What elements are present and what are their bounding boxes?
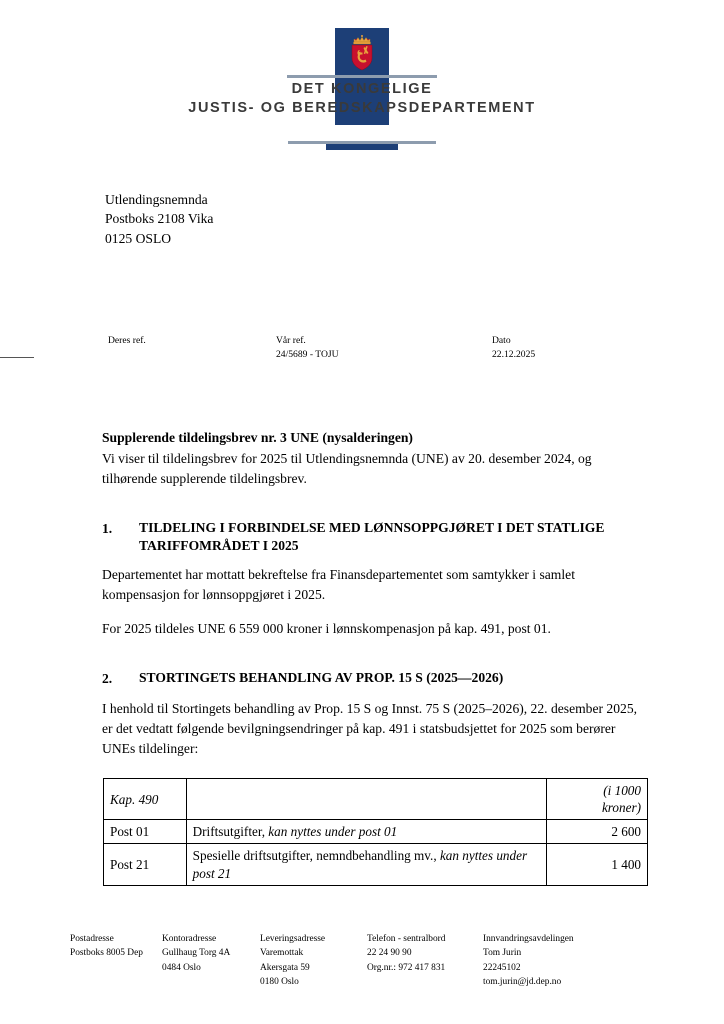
section-1 — [102, 519, 650, 640]
footer-col5-line3: 22245102 — [483, 962, 521, 973]
table-row-0-amount: 2 600 — [546, 820, 647, 844]
footer-col1-line2: Postboks 8005 Dep — [70, 948, 143, 959]
table-row-1-description — [186, 844, 546, 885]
table-header-row — [104, 779, 648, 820]
section-2-heading-text: STORTINGETS BEHANDLING AV PROP. 15 S (2025—2026) — [139, 670, 504, 686]
section-2-number: 2. — [102, 671, 113, 687]
section-1-heading-text: TILDELING I FORBINDELSE MED LØNNSOPPGJØRET I DET STATLIGE TARIFFOMRÅDET I 2025 — [139, 519, 605, 553]
table-header-unit — [546, 779, 647, 820]
section-2 — [102, 669, 650, 758]
document-intro: Vi viser til tildelingsbrev for 2025 til Utlendingsnemnda (UNE) av 20. desember 2024, og tilhørende supplerende tildelingsbrev. — [102, 450, 592, 486]
document-body — [102, 428, 650, 759]
table-row-1-post: Post 21 — [104, 844, 187, 885]
addressee-name: Utlendingsnemnda — [105, 192, 208, 207]
table-row-1-amount: 1 400 — [546, 844, 647, 885]
footer-column-kontoradresse — [162, 932, 230, 975]
footer-col3-line2: Varemottak — [260, 948, 304, 959]
footer-column-postadresse — [70, 932, 143, 961]
section-1-paragraph-2: For 2025 tildeles UNE 6 559 000 kroner i lønnskompenasjon på kap. 491, post 01. — [102, 621, 551, 637]
table-header-middle — [186, 779, 546, 820]
footer-col2-line3: 0484 Oslo — [162, 962, 201, 973]
var-ref-value: 24/5689 - TOJU — [276, 348, 339, 360]
var-ref-label: Vår ref. — [276, 335, 306, 346]
dato-column — [492, 334, 535, 362]
table-row — [104, 844, 648, 885]
addressee-block — [105, 190, 213, 248]
norwegian-coat-of-arms-icon — [347, 34, 377, 72]
logo-text — [152, 80, 572, 118]
footer-col5-line2: Tom Jurin — [483, 948, 522, 959]
section-2-heading — [102, 669, 650, 689]
logo-line-2: JUSTIS- OG BEREDSKAPSDEPARTEMENT — [188, 100, 536, 117]
logo-bottom-dark-bar — [326, 144, 398, 150]
budget-table — [103, 778, 648, 886]
footer-column-avdeling — [483, 932, 574, 989]
table-header-unit-line-2: kroner) — [601, 800, 641, 816]
section-1-heading — [102, 519, 650, 555]
table-header-kap: Kap. 490 — [104, 779, 187, 820]
footer-col3-line4: 0180 Oslo — [260, 976, 299, 987]
footer-col4-line2: 22 24 90 90 — [367, 948, 412, 959]
logo-top-bar — [287, 75, 437, 78]
table-row-0-desc-plain: Driftsutgifter, — [192, 824, 269, 840]
footer-col3-line3: Akersgata 59 — [260, 962, 310, 973]
dato-value: 22.12.2025 — [492, 348, 536, 360]
table-row-0-desc-italic: kan nyttes under post 01 — [268, 824, 398, 840]
table-row-1-desc-plain: Spesielle driftsutgifter, nemndbehandling mv., — [192, 848, 440, 864]
table-row-0-description — [186, 820, 546, 844]
footer-col2-line1: Kontoradresse — [162, 934, 217, 944]
deres-ref-label: Deres ref. — [108, 335, 146, 346]
table-row-1-desc-italic: kan nyttes under post 21 — [192, 848, 528, 881]
deres-ref-column — [108, 334, 146, 348]
footer-col2-line2: Gullhaug Torg 4A — [162, 948, 231, 959]
table-row — [104, 820, 648, 844]
dato-label: Dato — [492, 335, 511, 346]
var-ref-column — [276, 334, 339, 362]
document-title: Supplerende tildelingsbrev nr. 3 UNE (nysalderingen) — [102, 430, 413, 445]
section-1-paragraph-1: Departementet har mottatt bekreftelse fra Finansdepartementet som samtykker i samlet kompensasjon for lønnsoppgjøret i 2025. — [102, 566, 575, 602]
footer-col4-line1: Telefon - sentralbord — [367, 934, 446, 944]
logo-line-1: DET KONGELIGE — [291, 81, 433, 97]
footer-col1-line1: Postadresse — [70, 934, 114, 944]
addressee-street: Postboks 2108 Vika — [105, 211, 214, 227]
footer-col4-line3: Org.nr.: 972 417 831 — [367, 962, 446, 973]
department-logo — [188, 28, 536, 128]
footer-col5-line4: tom.jurin@jd.dep.no — [483, 976, 562, 987]
section-1-number: 1. — [102, 520, 113, 536]
footer-col5-line1: Innvandringsavdelingen — [483, 934, 574, 944]
fold-mark — [0, 357, 34, 358]
table-header-unit-line-1: (i 1000 — [603, 783, 641, 798]
footer-col3-line1: Leveringsadresse — [260, 934, 326, 944]
addressee-city: 0125 OSLO — [105, 230, 172, 246]
table-row-0-post: Post 01 — [104, 820, 187, 844]
footer-column-leveringsadresse — [260, 932, 325, 989]
section-2-paragraph-1: I henhold til Stortingets behandling av Prop. 15 S og Innst. 75 S (2025–2026), 22. desember 2025, er det vedtatt følgende bevilgningsendringer på kap. 491 i statsbudsjettet for 2025 som berører UNEs tildelinger: — [102, 701, 638, 756]
letterhead — [0, 28, 724, 128]
footer-column-telefon — [367, 932, 445, 975]
